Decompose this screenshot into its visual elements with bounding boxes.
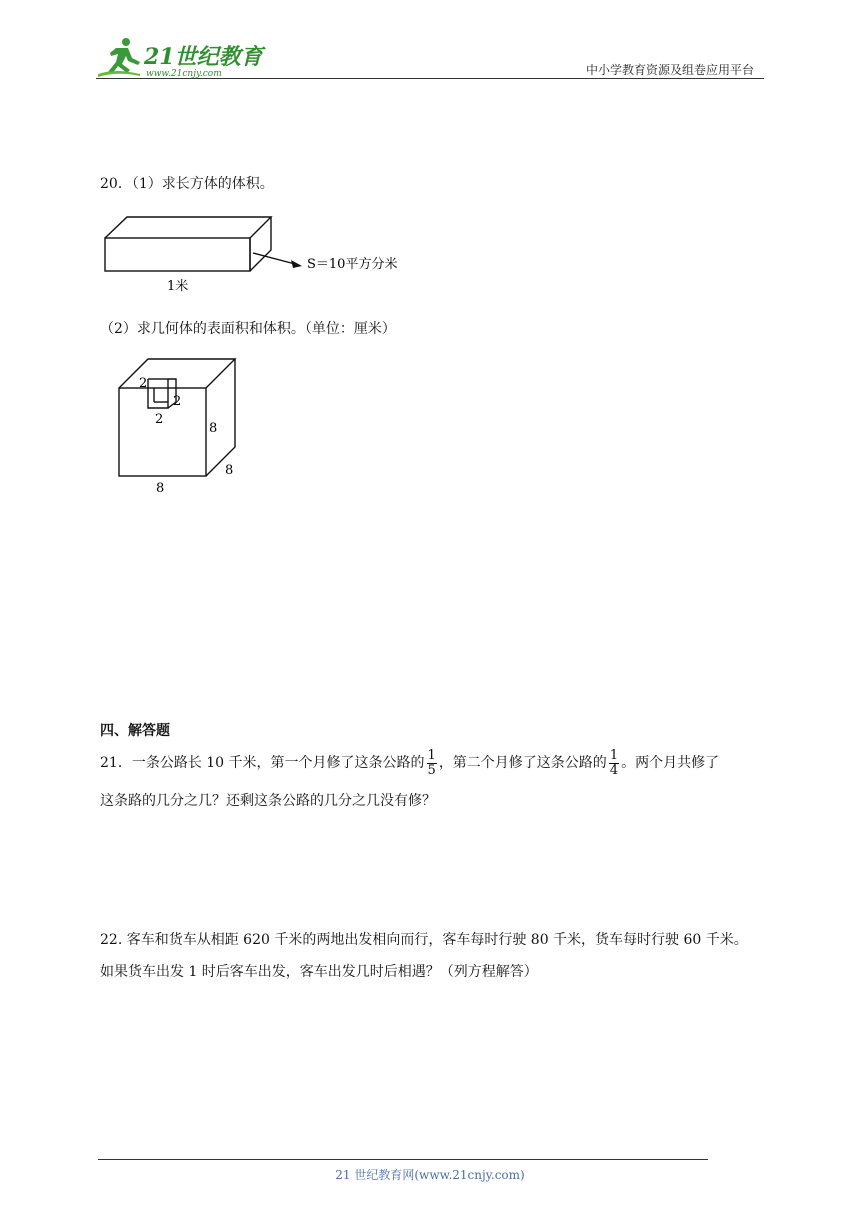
q21-line1 bbox=[100, 746, 719, 780]
logo-text: 21世纪教育 bbox=[144, 44, 263, 70]
runner-icon bbox=[98, 38, 140, 77]
q21-text-a: 21．一条公路长 10 千米，第一个月修了这条公路的 bbox=[100, 755, 425, 771]
q20-part1-text: 20．（1）求长方体的体积。 bbox=[100, 176, 274, 192]
section-title: 四、解答题 bbox=[100, 723, 170, 739]
footer-link[interactable]: 21 世纪教育网(www.21cnjy.com) bbox=[335, 1168, 525, 1182]
q20-fig2-depth-label: 8 bbox=[225, 463, 234, 478]
q21-fraction-1-numerator: 1 bbox=[427, 747, 436, 763]
q20-fig2-notch-top-label: 2 bbox=[139, 376, 148, 391]
q20-fig2-width-label: 8 bbox=[156, 481, 165, 496]
q22-line1: 22. 客车和货车从相距 620 千米的两地出发相向而行，客车每时行驶 80 千米，货车每时行驶 60 千米。 bbox=[100, 932, 748, 948]
q20-fig1-area-label: S＝10平方分米 bbox=[307, 257, 398, 272]
footer-divider bbox=[98, 1159, 708, 1160]
q21-text-b: ，第二个月修了这条公路的 bbox=[438, 755, 607, 771]
q21-line2: 这条路的几分之几？还剩这条公路的几分之几没有修？ bbox=[100, 793, 436, 809]
q20-fig2-notch-bottom-label: 2 bbox=[155, 412, 164, 427]
q20-part2-text: （2）求几何体的表面积和体积。（单位：厘米） bbox=[100, 321, 396, 337]
logo-url: www.21cnjy.com bbox=[146, 69, 222, 79]
q21-fraction-1 bbox=[427, 749, 437, 778]
q20-notched-cube-figure bbox=[110, 350, 250, 500]
q21-fraction-2-denominator: 4 bbox=[609, 762, 619, 778]
q20-fig1-length-label: 1米 bbox=[167, 279, 189, 294]
q22-line2: 如果货车出发 1 时后客车出发，客车出发几时后相遇？（列方程解答） bbox=[100, 964, 538, 980]
header-platform-text: 中小学教育资源及组卷应用平台 bbox=[585, 63, 754, 77]
q20-fig2-height-label: 8 bbox=[209, 421, 218, 436]
q21-fraction-2-numerator: 1 bbox=[609, 747, 619, 763]
q21-fraction-1-denominator: 5 bbox=[427, 762, 436, 778]
header-divider bbox=[96, 78, 764, 79]
q20-cuboid-figure bbox=[95, 208, 425, 298]
site-logo bbox=[96, 34, 266, 80]
q21-text-c: 。两个月共修了 bbox=[621, 755, 720, 771]
q20-fig2-notch-side-label: 2 bbox=[173, 394, 182, 409]
q21-fraction-2 bbox=[609, 749, 619, 778]
